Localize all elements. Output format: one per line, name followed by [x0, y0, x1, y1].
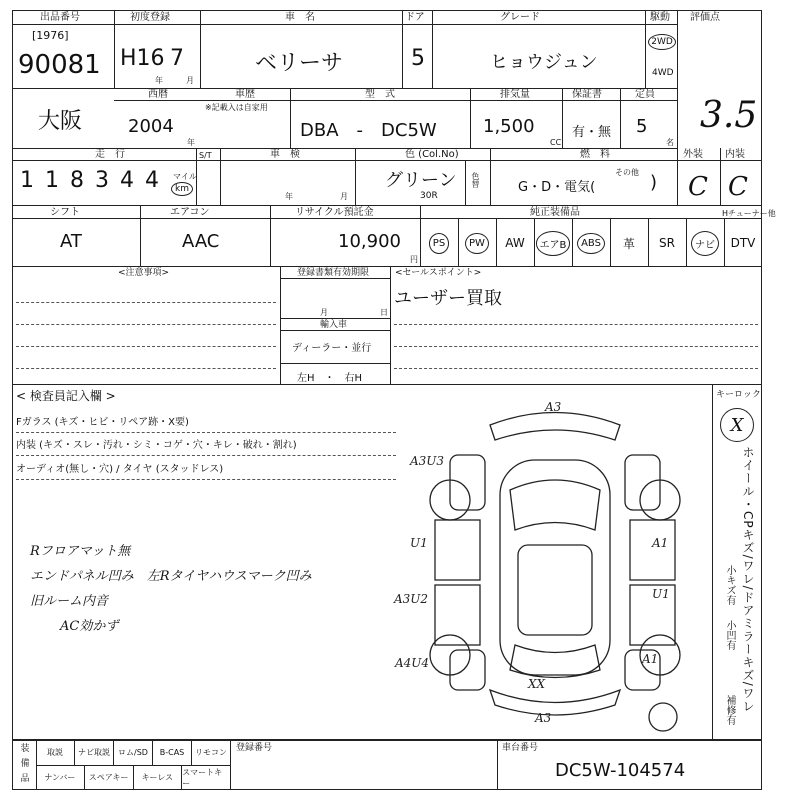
rule — [280, 266, 281, 385]
equipment-item-label: ABS — [577, 233, 605, 254]
sales-line — [394, 368, 758, 369]
warranty-header: 保証書 — [572, 89, 602, 100]
footer-equip-item: ナンバー — [36, 765, 85, 790]
year-header: 西暦 — [148, 89, 168, 100]
rule — [402, 10, 403, 88]
equipment-header: 純正装備品 — [530, 207, 580, 218]
drive-2wd-circle: 2WD — [648, 34, 676, 50]
rule — [497, 740, 498, 790]
rule — [280, 363, 390, 364]
handwritten-note-2: エンドパネル凹み 左Rタイヤハウスマーク凹み — [30, 569, 312, 584]
mark-right-front-door: A1 — [652, 536, 669, 550]
equipment-item-label: ナビ — [691, 231, 719, 256]
rule — [290, 88, 291, 148]
rule — [12, 218, 762, 219]
rule — [12, 266, 762, 267]
equip-label-char: 品 — [20, 774, 30, 784]
recycle-value: 10,900 — [338, 231, 401, 252]
rule — [270, 205, 271, 266]
footer-equip-item: ロム/SD — [114, 740, 153, 765]
rating-header: 評価点 — [690, 12, 720, 23]
rule — [490, 148, 491, 205]
sales-line — [394, 324, 758, 325]
color-number: 30R — [420, 191, 438, 201]
mark-left-rear-door: A3U2 — [394, 592, 429, 606]
model-header: 車 名 — [285, 12, 315, 23]
car-damage-diagram — [394, 395, 710, 740]
inspection-line — [16, 455, 396, 456]
footer-equip-item: ナビ取説 — [75, 740, 114, 765]
inspection-line — [16, 479, 396, 480]
body-outline — [500, 460, 610, 675]
mileage-value: 1 1 8 3 4 4 — [20, 168, 161, 193]
mile-label: マイル — [173, 172, 197, 181]
equipment-item — [534, 220, 572, 266]
mark-front-left: A3U3 — [410, 454, 445, 468]
equip-label-char: 備 — [20, 759, 30, 769]
equipment-item — [610, 220, 648, 266]
import-header: 輸入車 — [320, 320, 348, 330]
rule — [645, 10, 646, 88]
stype-header: S/T — [199, 151, 212, 160]
history-header: 車歴 — [235, 89, 255, 100]
recycle-unit: 円 — [410, 255, 418, 264]
handwritten-note-3: 旧ルーム内音 — [30, 594, 109, 609]
handwritten-note-1: Rフロアマット無 — [30, 544, 131, 559]
equipment-item-label: AW — [505, 236, 525, 250]
displacement-value: 1,500 — [483, 116, 535, 137]
entry-number: 90081 — [18, 50, 101, 80]
color-header: 色 (Col.No) — [405, 149, 459, 160]
tv-header: Hチューナー他 — [722, 209, 776, 218]
type-header: 型 式 — [365, 89, 395, 100]
handwritten-note-4: AC効かず — [60, 619, 119, 634]
warranty-value: 有・無 — [572, 125, 612, 140]
side-small-1: 小キズ有 — [724, 565, 735, 605]
footer-row-2 — [36, 765, 230, 790]
footer-equip-item: スペアキー — [85, 765, 134, 790]
mark-top: A3 — [545, 400, 562, 414]
equip-label-char: 装 — [20, 744, 30, 754]
sales-point-header: <セールスポイント> — [395, 268, 482, 278]
rule — [12, 24, 677, 25]
exterior-value: C — [688, 172, 708, 202]
equipment-item — [420, 220, 458, 266]
rule — [720, 148, 721, 205]
reg-day-unit: 日 — [380, 308, 388, 317]
rule — [677, 10, 678, 205]
rule — [432, 10, 433, 88]
month-unit: 月 — [186, 76, 194, 85]
interior-header: 内装 — [725, 149, 745, 160]
insp-year-unit: 年 — [285, 192, 293, 201]
km-circle: km — [171, 182, 193, 196]
rule — [280, 330, 390, 331]
inspection-line-3: オーディオ(無し・穴) / タイヤ (スタッドレス) — [16, 464, 224, 475]
equipment-item — [686, 220, 724, 266]
rule — [12, 205, 762, 206]
footer-equip-item: B-CAS — [153, 740, 192, 765]
rule — [140, 205, 141, 266]
notes-line — [16, 346, 276, 347]
mark-right-rear-door: U1 — [652, 587, 670, 601]
reg-deadline-header: 登録書類有効期限 — [297, 268, 370, 278]
chassis-number: DC5W-104574 — [555, 760, 686, 781]
inspection-header: 車 検 — [270, 149, 300, 160]
inspection-line-2: 内装 (キズ・スレ・汚れ・シミ・コゲ・穴・キレ・破れ・割れ) — [16, 440, 297, 451]
rule — [355, 148, 356, 205]
shift-value: AT — [60, 231, 82, 252]
entry-bracket: [1976] — [32, 29, 69, 42]
type-value: DBA - DC5W — [300, 120, 437, 141]
grade-value: ヒョウジュン — [490, 52, 598, 73]
color-value: グリーン — [385, 170, 457, 191]
rule — [280, 318, 390, 319]
rating-handwritten: 3.5 — [700, 95, 758, 136]
rule — [114, 100, 677, 101]
rule — [562, 88, 563, 148]
keylock-header: キーロック — [716, 390, 761, 400]
footer-row-1 — [36, 740, 230, 765]
first-reg-header: 初度登録 — [130, 12, 170, 23]
first-reg-month: 7 — [170, 46, 184, 71]
front-bumper-outline — [490, 413, 620, 441]
insp-month-unit: 月 — [340, 192, 348, 201]
notes-line — [16, 368, 276, 369]
mark-left-front-door: U1 — [410, 536, 428, 550]
equipment-item — [572, 220, 610, 266]
rule — [465, 160, 466, 205]
rule — [114, 10, 115, 88]
grade-header: グレード — [500, 12, 540, 23]
mileage-header: 走 行 — [95, 149, 125, 160]
import-dealer: ディーラー・並行 — [292, 343, 372, 354]
equipment-item-label: PS — [429, 233, 449, 254]
roof-outline — [518, 545, 592, 635]
doors-value: 5 — [411, 46, 425, 71]
side-vertical-text: ホイール・CPキズ/ワレ/ドアミラーキズ/ワレ — [741, 446, 755, 713]
fuel-value: G・D・電気( — [518, 180, 596, 195]
footer-equip-item: スマートキー — [182, 767, 223, 788]
history-note: ※記載入は自家用 — [205, 103, 268, 112]
mark-right-quarter: A1 — [642, 652, 659, 666]
exterior-header: 外装 — [683, 149, 703, 160]
keylock-mark: X — [720, 408, 754, 442]
first-reg-era: H16 — [120, 46, 165, 71]
capacity-unit: 名 — [666, 138, 674, 147]
shift-header: シフト — [50, 207, 80, 218]
drive-4wd: 4WD — [652, 68, 674, 78]
rule — [200, 10, 201, 88]
model-name: ベリーサ — [255, 51, 344, 76]
right-front-door — [630, 520, 675, 580]
mark-left-quarter: A4U4 — [395, 656, 430, 670]
side-small-3: 補修有 — [724, 695, 735, 725]
rule — [280, 278, 390, 279]
sales-line — [394, 346, 758, 347]
displacement-header: 排気量 — [500, 89, 530, 100]
right-front-fender — [625, 455, 660, 510]
equipment-item — [724, 220, 762, 266]
inspector-header: < 検査員記入欄 > — [16, 389, 116, 403]
fuel-header: 燃 料 — [580, 149, 610, 160]
notes-line — [16, 324, 276, 325]
cc-unit: CC — [550, 138, 562, 147]
recycle-header: リサイクル預託金 — [295, 207, 374, 218]
steering-side: 左H ・ 右H — [297, 373, 363, 384]
year-unit-2: 年 — [187, 138, 195, 147]
rule — [220, 148, 221, 205]
notes-header: <注意事項> — [118, 268, 170, 278]
footer-equip-item: リモコン — [195, 748, 227, 757]
equipment-item — [496, 220, 534, 266]
doors-header: ドア — [405, 12, 425, 23]
inspection-line-1: Fガラス (キズ・ヒビ・リペア跡・X要) — [16, 417, 189, 428]
chassis-header: 車台番号 — [502, 743, 539, 753]
fuel-other: その他 — [615, 168, 639, 177]
fuel-close: ) — [650, 172, 658, 193]
footer-equip-item: キーレス — [134, 765, 183, 790]
region-value: 大阪 — [38, 109, 83, 134]
equipment-item-label: DTV — [730, 236, 756, 250]
left-front-door — [435, 520, 480, 580]
reg-month-unit: 月 — [320, 308, 328, 317]
capacity-header: 定員 — [635, 89, 655, 100]
rule — [12, 160, 762, 161]
mark-rear: A3 — [535, 711, 552, 725]
notes-line — [16, 302, 276, 303]
mark-rear-xx: XX — [528, 677, 546, 691]
equipment-item-label: 革 — [622, 236, 635, 251]
equipment-item-label: SR — [659, 236, 675, 250]
aircon-header: エアコン — [170, 207, 210, 218]
rule — [470, 88, 471, 148]
color-change-label: 色替 — [471, 172, 480, 188]
equipment-item-label: エアB — [536, 231, 571, 256]
footer-equip-item: 取説 — [36, 740, 75, 765]
reg-no-header: 登録番号 — [236, 743, 273, 753]
drive-header: 駆動 — [650, 12, 670, 23]
aircon-value: AAC — [182, 231, 220, 252]
equipment-item — [458, 220, 496, 266]
left-front-fender — [450, 455, 485, 510]
side-small-2: 小凹有 — [724, 620, 735, 650]
entry-no-header: 出品番号 — [40, 12, 80, 23]
left-rear-quarter — [450, 650, 485, 690]
equipment-item — [648, 220, 686, 266]
year-value: 2004 — [128, 116, 174, 137]
equipment-item-label: PW — [465, 233, 489, 254]
capacity-value: 5 — [636, 116, 648, 137]
spare-tire — [649, 703, 677, 731]
rear-bumper-outline — [490, 690, 620, 715]
equip-vertical-label — [16, 742, 34, 787]
inspection-line — [16, 432, 396, 433]
rule — [390, 266, 391, 385]
rule — [230, 740, 231, 790]
rule — [620, 88, 621, 148]
sales-point-value: ユーザー買取 — [394, 288, 502, 309]
hood-outline — [510, 480, 600, 530]
interior-value: C — [728, 172, 748, 202]
year-unit: 年 — [155, 76, 163, 85]
